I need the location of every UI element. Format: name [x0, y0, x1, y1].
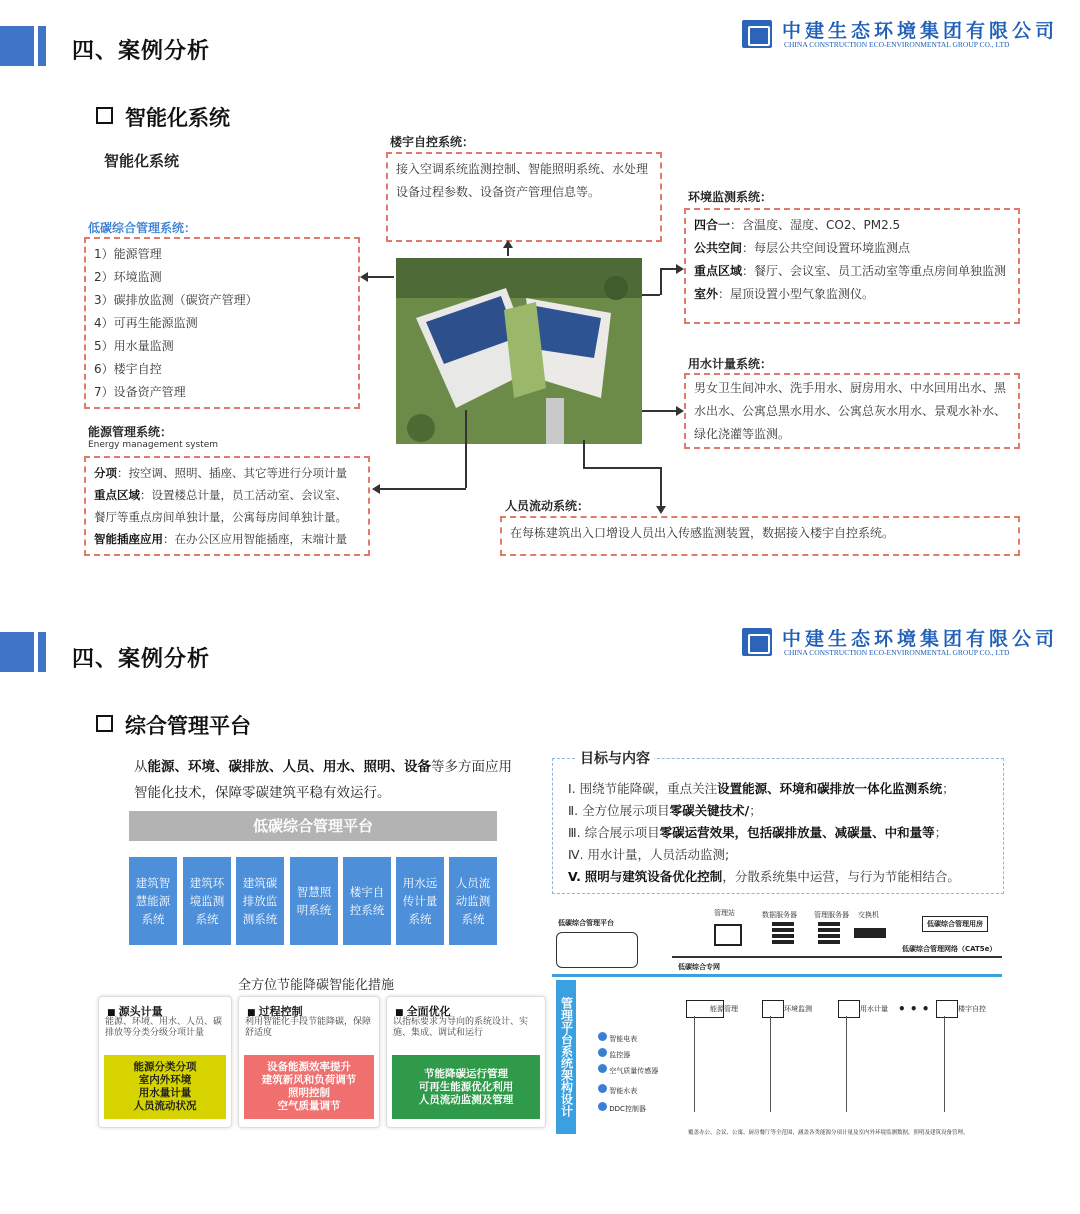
- building-auto-text: 设备过程参数、设备资产管理信息等。: [396, 185, 601, 199]
- measure-fill: 节能降碳运行管理 可再生能源优化利用 人员流动监测及管理: [392, 1055, 540, 1119]
- subsystem-column: [762, 1000, 784, 1018]
- arch-vertical-title: 管理平台系统架构设计: [556, 980, 576, 1134]
- legend-item: 监控器: [598, 1048, 630, 1060]
- arch-switch: 交换机: [858, 911, 879, 919]
- header-accent-bar-thin: [38, 632, 46, 672]
- low-carbon-item: 2）环境监测: [94, 270, 162, 284]
- arch-data-server: 数据服务器: [762, 911, 797, 919]
- legend-item: 智能电表: [598, 1032, 637, 1044]
- low-carbon-box: [84, 237, 360, 409]
- column-stem: [846, 1016, 847, 1112]
- energy-line: 智能插座应用：在办公区应用智能插座，末端计量: [94, 532, 347, 546]
- intro-text: 从能源、环境、碳排放、人员、用水、照明、设备等多方面应用 智能化技术，保障零碳建筑平稳有效运行。: [134, 759, 512, 801]
- system-box: 用水远传计量系统: [396, 857, 444, 945]
- system-box: 人员流动监测系统: [449, 857, 497, 945]
- subtitle: 智能化系统: [96, 102, 230, 132]
- measures-title: 全方位节能降碳智能化措施: [238, 978, 395, 993]
- column-stem: [694, 1016, 695, 1112]
- logo-cn: 中建生态环境集团有限公司: [782, 20, 1059, 42]
- energy-line: 餐厅等重点房间单独计量，公寓每房间单独计量。: [94, 510, 347, 524]
- system-box: 智慧照明系统: [290, 857, 338, 945]
- connector: [583, 467, 661, 469]
- energy-box: [84, 456, 370, 556]
- private-net-line: [552, 974, 1002, 977]
- subtitle: 综合管理平台: [96, 710, 251, 740]
- system-box: 建筑环境监测系统: [183, 857, 231, 945]
- measure-card: [386, 996, 546, 1128]
- logo-cn: 中建生态环境集团有限公司: [782, 628, 1059, 650]
- energy-label: 能源管理系统：: [88, 425, 173, 439]
- measure-desc: 以指标要求为导向的系统设计、实施、集成、调试和运行: [393, 1017, 529, 1038]
- measure-card: [98, 996, 232, 1128]
- legend-item: DDC控制器: [598, 1102, 646, 1114]
- env-line: 室外：屋顶设置小型气象监测仪。: [694, 287, 875, 301]
- connector: [583, 440, 585, 468]
- system-box: 建筑碳排放监测系统: [236, 857, 284, 945]
- arrow-icon: [676, 264, 684, 274]
- arch-private-net: 低碳综合专网: [678, 963, 720, 971]
- connector: [368, 276, 394, 278]
- system-box: 建筑智慧能源系统: [129, 857, 177, 945]
- arch-network: 低碳综合管理网络（CAT5e）: [902, 945, 997, 953]
- low-carbon-item: 3）碳排放监测（碳资产管理）: [94, 293, 258, 307]
- arch-footnote: 覆盖办公、会议、公寓、厨房餐厅等全范围，涵盖各类能源分项计量及室内外环境监测数据，照明及建筑设备管理。: [688, 1130, 969, 1136]
- connector: [642, 410, 676, 412]
- column-stem: [770, 1016, 771, 1112]
- column-label: 环境监测: [784, 1005, 812, 1013]
- measure-desc: 能源、环境、用水、人员、碳排放等分类分级分项计量: [105, 1017, 223, 1038]
- arrow-icon: [503, 240, 513, 248]
- goal-item: Ⅱ. 全方位展示项目零碳关键技术/；: [568, 803, 762, 818]
- section-title: 四、案例分析: [72, 647, 211, 672]
- connector: [380, 488, 466, 490]
- column-stem: [944, 1016, 945, 1112]
- building-auto-text: 接入空调系统监测控制、智能照明系统、水处理: [396, 162, 649, 176]
- arch-mgmt-station: 管理站: [714, 909, 735, 917]
- env-line: 重点区域：餐厅、会议室、员工活动室等重点房间单独监测: [694, 264, 1007, 278]
- measure-title: ■ 过程控制: [247, 1003, 303, 1019]
- column-label: 楼宇自控: [958, 1005, 986, 1013]
- computer-icon: [714, 924, 742, 946]
- subsystem-column: [838, 1000, 860, 1018]
- arrow-icon: [676, 406, 684, 416]
- energy-label-en: Energy management system: [88, 440, 219, 450]
- arrow-icon: [656, 506, 666, 514]
- env-monitor-box: [684, 208, 1020, 324]
- section-title: 四、案例分析: [72, 39, 211, 64]
- energy-line: 重点区域：设置楼总计量，员工活动室、会议室、: [94, 488, 347, 502]
- legend-item: 智能水表: [598, 1084, 637, 1096]
- subsystem-column: [936, 1000, 958, 1018]
- server-icon: [772, 922, 794, 944]
- arrow-icon: [360, 272, 368, 282]
- env-monitor-label: 环境监测系统：: [688, 190, 773, 204]
- arch-room: 低碳综合管理用房: [922, 916, 988, 932]
- people-text: 在每栋建筑出入口增设人员出入传感监测装置，数据接入楼宇自控系统。: [510, 526, 895, 540]
- arch-platform-label: 低碳综合管理平台: [558, 919, 614, 927]
- measure-card: [238, 996, 380, 1128]
- system-box: 楼宇自控系统: [343, 857, 391, 945]
- energy-line: 分项：按空调、照明、插座、其它等进行分项计量: [94, 466, 347, 480]
- dashboard-icon: [556, 932, 638, 968]
- connector: [465, 410, 467, 488]
- goal-item: Ⅰ. 围绕节能降碳，重点关注设置能源、环境和碳排放一体化监测系统；: [568, 781, 955, 796]
- arrow-icon: [372, 484, 380, 494]
- goals-title: 目标与内容: [576, 748, 654, 768]
- header-accent-bar: [0, 632, 34, 672]
- platform-bar: 低碳综合管理平台: [129, 811, 497, 841]
- company-logo: [742, 18, 1062, 52]
- water-text: 男女卫生间冲水、洗手用水、厨房用水、中水回用出水、黑: [694, 381, 1007, 395]
- goal-item: V. 照明与建筑设备优化控制，分散系统集中运营，与行为节能相结合。: [568, 869, 960, 884]
- server-icon: [818, 922, 840, 944]
- low-carbon-item: 7）设备资产管理: [94, 385, 186, 399]
- building-auto-box: [386, 152, 662, 242]
- goals-list: [568, 778, 1008, 888]
- people-label: 人员流动系统：: [505, 499, 590, 513]
- connector: [642, 294, 660, 296]
- measure-fill: 设备能源效率提升 建筑新风和负荷调节 照明控制 空气质量调节: [244, 1055, 374, 1119]
- logo-icon: [742, 20, 772, 48]
- arch-mgmt-server: 管理服务器: [814, 911, 849, 919]
- measure-fill: 能源分类分项 室内外环境 用水量计量 人员流动状况: [104, 1055, 226, 1119]
- header-accent-bar-thin: [38, 26, 46, 66]
- architecture-diagram: [552, 906, 1002, 1136]
- column-label: 能源管理: [710, 1005, 738, 1013]
- connector: [660, 268, 676, 270]
- network-line: [672, 956, 1002, 958]
- water-text: 绿化浇灌等监测。: [694, 427, 791, 441]
- caption: 智能化系统: [104, 152, 180, 170]
- env-line: 公共空间：每层公共空间设置环境监测点: [694, 241, 911, 255]
- switch-icon: [854, 928, 886, 938]
- checkbox-square-icon: [96, 715, 113, 732]
- connector: [660, 268, 662, 295]
- low-carbon-label: 低碳综合管理系统：: [88, 221, 197, 235]
- water-label: 用水计量系统：: [688, 357, 773, 371]
- logo-en: CHINA CONSTRUCTION ECO-ENVIRONMENTAL GROUP CO., LTD: [784, 648, 1010, 657]
- water-box: [684, 373, 1020, 449]
- measure-title: ■ 全面优化: [395, 1003, 451, 1019]
- env-line: 四合一：含温度、湿度、CO2、PM2.5: [694, 218, 901, 232]
- checkbox-square-icon: [96, 107, 113, 124]
- connector: [660, 467, 662, 507]
- logo-icon: [742, 628, 772, 656]
- company-logo: [742, 626, 1062, 660]
- low-carbon-item: 6）楼宇自控: [94, 362, 162, 376]
- ellipsis: • • •: [898, 1002, 930, 1016]
- column-label: 用水计量: [860, 1005, 888, 1013]
- building-aerial-image: [396, 258, 642, 444]
- measure-desc: 利用智能化手段节能降碳，保障舒适度: [245, 1017, 372, 1038]
- goal-item: Ⅳ. 用水计量，人员活动监测;: [568, 847, 730, 862]
- water-text: 水出水、公寓总黑水用水、公寓总灰水用水、景观水补水、: [694, 404, 1007, 418]
- low-carbon-item: 5）用水量监测: [94, 339, 174, 353]
- building-auto-label: 楼宇自控系统：: [390, 135, 475, 149]
- low-carbon-item: 1）能源管理: [94, 247, 162, 261]
- goal-item: Ⅲ. 综合展示项目零碳运营效果，包括碳排放量、减碳量、中和量等；: [568, 825, 948, 840]
- measure-title: ■ 源头计量: [107, 1003, 163, 1019]
- header-accent-bar: [0, 26, 34, 66]
- low-carbon-item: 4）可再生能源监测: [94, 316, 198, 330]
- logo-en: CHINA CONSTRUCTION ECO-ENVIRONMENTAL GROUP CO., LTD: [784, 40, 1010, 49]
- legend-item: 空气质量传感器: [598, 1064, 658, 1076]
- people-box: [500, 516, 1020, 556]
